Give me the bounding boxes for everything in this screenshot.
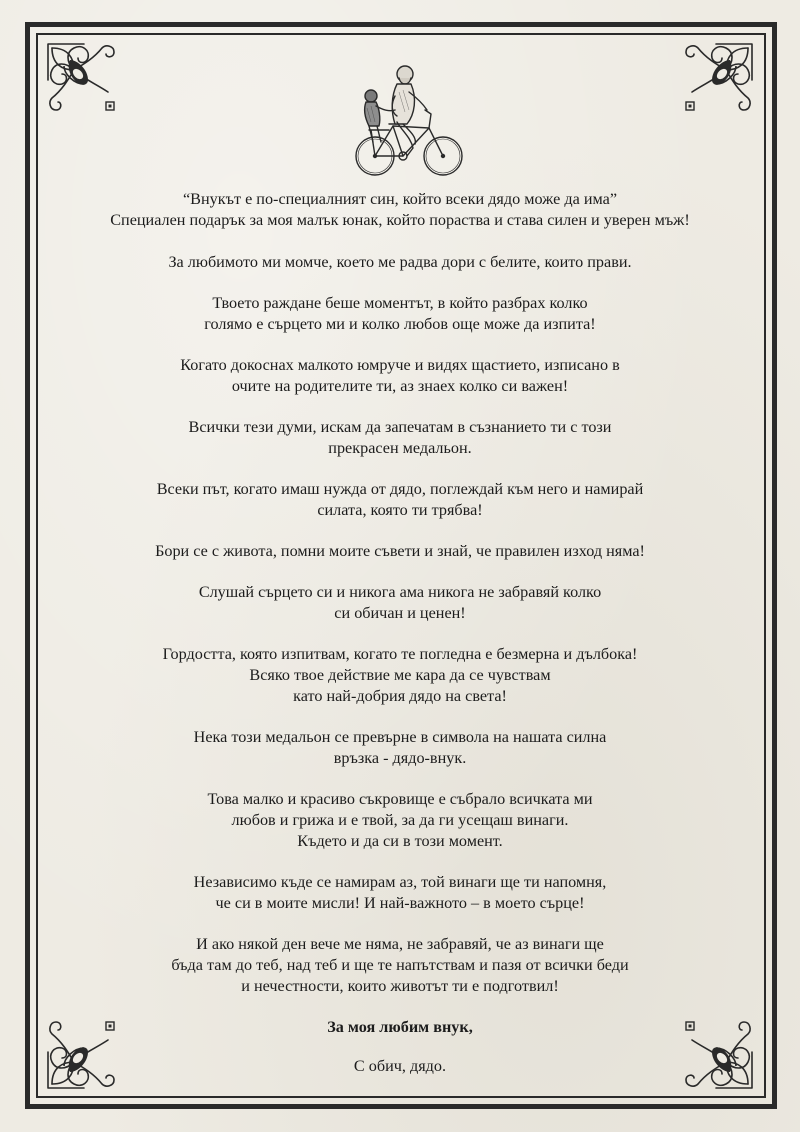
letter-paragraph: И ако някой ден вече ме няма, не забравяй, че аз винаги ще бъда там до теб, над теб и ще те напътствам и пазя от всички беди и нечестности, които животът ти е подготвил! xyxy=(171,935,629,995)
letter-dedication: За моя любим внук, xyxy=(327,1018,473,1036)
grandfather-grandson-bicycle-illustration xyxy=(345,52,470,184)
letter-paragraph: Когато докоснах малкото юмруче и видях щастието, изписано в очите на родителите ти, аз знаех колко си важен! xyxy=(180,356,620,395)
letter-intro xyxy=(60,189,740,231)
corner-ornament-top-left-icon xyxy=(44,40,130,126)
letter-paragraph: Бори се с живота, помни моите съвети и знай, че правилен изход няма! xyxy=(155,542,645,560)
letter-paragraph: Независимо къде се намирам аз, той винаги ще ти напомня, че си в моите мисли! И най-важното – в моето сърце! xyxy=(193,873,607,912)
letter-quote: “Внукът е по-специалният син, който всеки дядо може да има” xyxy=(182,190,618,208)
letter-paragraph: Всички тези думи, искам да запечатам в съзнанието ти с този прекрасен медальон. xyxy=(188,418,612,457)
letter-signature: С обич, дядо. xyxy=(353,1057,447,1075)
letter-paragraph: Това малко и красиво съкровище е събрало всичката ми любов и грижа и е твой, за да ги усещаш винаги. Където и да си в този момент. xyxy=(207,790,593,850)
corner-ornament-top-right-icon xyxy=(670,40,756,126)
letter-paragraph: За любимото ми момче, което ме радва дори с белите, които прави. xyxy=(168,253,632,271)
letter-paragraph: Нека този медальон се превърне в символа на нашата силна връзка - дядо-внук. xyxy=(193,728,607,767)
letter-paragraph: Всеки път, когато имаш нужда от дядо, поглеждай към него и намирай силата, която ти трябва! xyxy=(156,480,644,519)
letter-paragraph: Гордостта, която изпитвам, когато те погледна е безмерна и дълбока! Всяко твое действие ме кара да се чувствам като най-добрия дядо на света! xyxy=(162,645,638,705)
letter-paragraph: Слушай сърцето си и никога ама никога не забравяй колко си обичан и ценен! xyxy=(198,583,602,622)
letter-subtitle: Специален подарък за моя малък юнак, който пораства и става силен и уверен мъж! xyxy=(110,211,690,229)
letter-paragraph: Твоето раждане беше моментът, в който разбрах колко голямо е сърцето ми и колко любов още може да изпита! xyxy=(204,294,596,333)
letter-body xyxy=(60,189,740,1097)
